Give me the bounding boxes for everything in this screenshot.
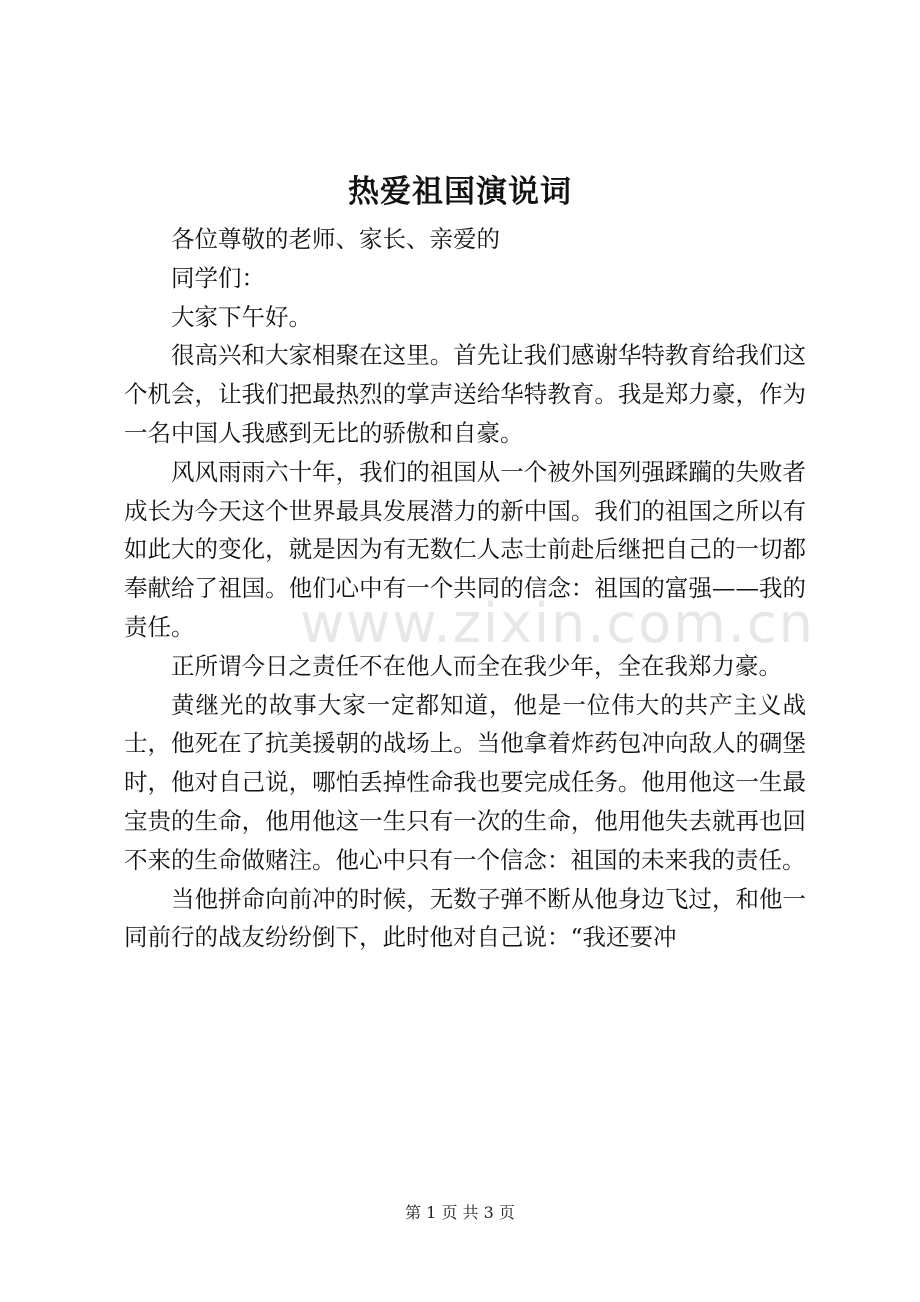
paragraph-sixty-years: 风风雨雨六十年，我们的祖国从一个被外国列强蹂躏的失败者成长为今天这个世界最具发展潜力的新中国。我们的祖国之所以有如此大的变化，就是因为有无数仁人志士前赴后继把自己的一切都奉献给了祖国。他们心中有一个共同的信念：祖国的富强——我的责任。	[124, 457, 806, 641]
paragraph-responsibility: 正所谓今日之责任不在他人而全在我少年，全在我郑力豪。	[171, 651, 782, 680]
page-title: 热爱祖国演说词	[348, 174, 572, 210]
paragraph-charge: 当他拼命向前冲的时候，无数子弹不断从他身边飞过，和他一同前行的战友纷纷倒下，此时他对自己说：“我还要冲	[124, 884, 806, 952]
speech-body	[124, 220, 806, 957]
paragraph-greeting-cont: 同学们：	[171, 263, 265, 292]
paragraph-greeting: 各位尊敬的老师、家长、亲爱的	[171, 225, 500, 253]
paragraph-huang-jiguang: 黄继光的故事大家一定都知道，他是一位伟大的共产主义战士，他死在了抗美援朝的战场上。当他拿着炸药包冲向敌人的碉堡时，他对自己说，哪怕丢掉性命我也要完成任务。他用他这一生最宝贵的生命，他用他这一生只有一次的生命，他用他失去就再也回不来的生命做赌注。他心中只有一个信念：祖国的未来我的责任。	[124, 690, 806, 874]
paragraph-thanks: 很高兴和大家相聚在这里。首先让我们感谢华特教育给我们这个机会，让我们把最热烈的掌声送给华特教育。我是郑力豪，作为一名中国人我感到无比的骄傲和自豪。	[124, 341, 806, 447]
paragraph-hello: 大家下午好。	[171, 302, 312, 331]
watermark: www.zixin.com.cn	[300, 592, 815, 655]
page-footer: 第 1 页 共 3 页	[405, 1203, 515, 1222]
